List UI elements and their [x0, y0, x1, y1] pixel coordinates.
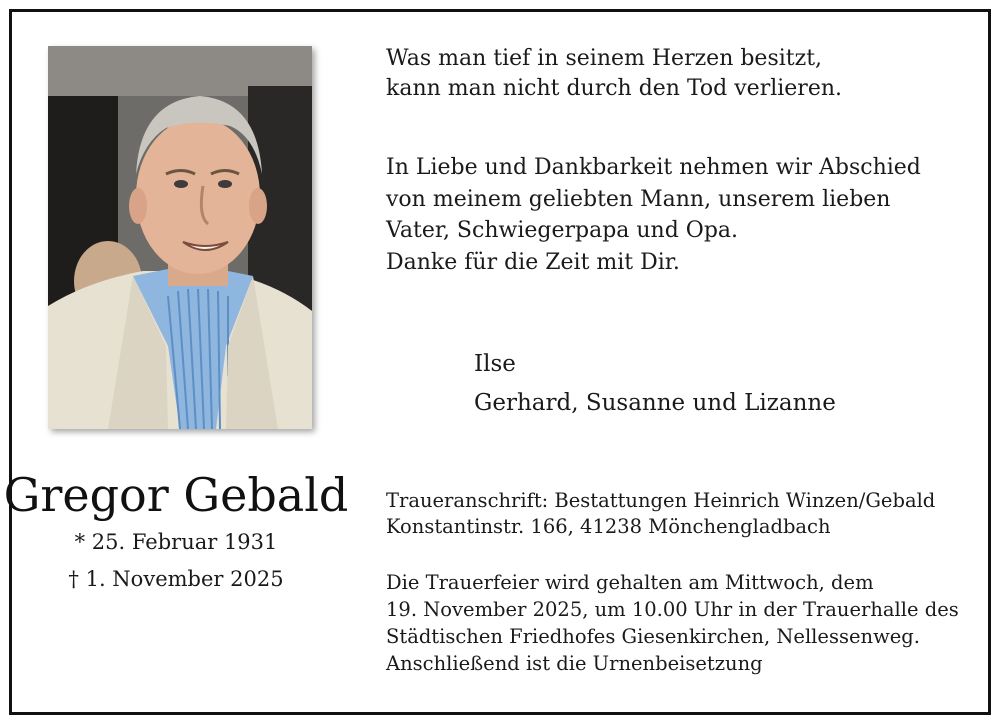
funeral-ceremony-info [386, 569, 959, 677]
ceremony-line: Die Trauerfeier wird gehalten am Mittwoch, dem [386, 571, 874, 594]
deceased-name: Gregor Gebald [3, 468, 349, 522]
farewell-line: Vater, Schwiegerpapa und Opa. [386, 218, 739, 243]
farewell-line: In Liebe und Dankbarkeit nehmen wir Abschied [386, 155, 921, 180]
farewell-text [386, 152, 921, 278]
mourner-name: Ilse [474, 351, 516, 377]
ceremony-line: 19. November 2025, um 10.00 Uhr in der Trauerhalle des [386, 598, 959, 621]
memorial-quote [386, 44, 842, 104]
quote-line: kann man nicht durch den Tod verlieren. [386, 76, 843, 101]
farewell-line: Danke für die Zeit mit Dir. [386, 249, 680, 275]
address-line: Traueranschrift: Bestattungen Heinrich Winzen/Gebald [386, 489, 936, 512]
portrait-photo [48, 46, 312, 429]
mourning-address [386, 488, 935, 540]
mourner-name: Gerhard, Susanne und Lizanne [474, 390, 836, 416]
birth-date: * 25. Februar 1931 [74, 530, 278, 554]
quote-line: Was man tief in seinem Herzen besitzt, [386, 46, 823, 71]
ceremony-line: Städtischen Friedhofes Giesenkirchen, Nellessenweg. [386, 625, 920, 648]
address-line: Konstantinstr. 166, 41238 Mönchengladbach [386, 515, 831, 538]
mourners-list [474, 345, 836, 423]
ceremony-line: Anschließend ist die Urnenbeisetzung [386, 652, 763, 675]
death-date: † 1. November 2025 [68, 567, 284, 591]
farewell-line: von meinem geliebten Mann, unserem lieben [386, 186, 891, 212]
